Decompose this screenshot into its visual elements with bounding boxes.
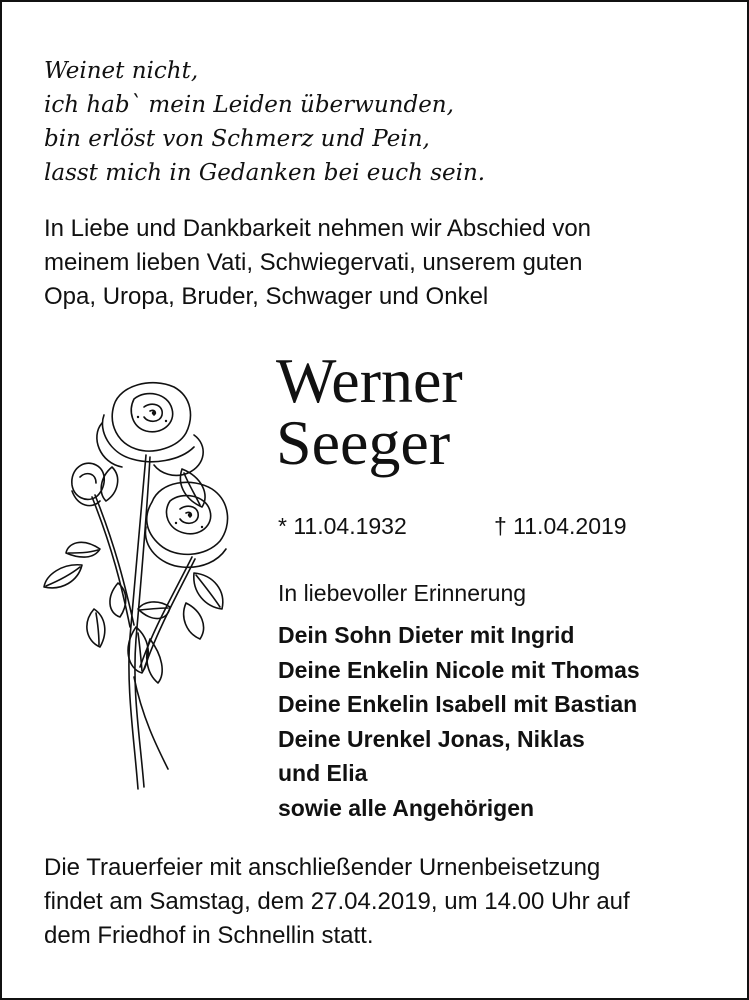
last-name: Seeger — [276, 407, 451, 478]
mourner-line: Deine Enkelin Nicole mit Thomas — [278, 656, 640, 683]
poem-line: lasst mich in Gedanken bei euch sein. — [44, 160, 486, 186]
poem-line: ich hab` mein Leiden überwunden, — [44, 92, 454, 118]
poem-line: Weinet nicht, — [44, 58, 199, 84]
intro-line: In Liebe und Dankbarkeit nehmen wir Abschied von — [44, 215, 592, 242]
funeral-line: findet am Samstag, dem 27.04.2019, um 14.00 Uhr auf — [44, 888, 630, 915]
first-name: Werner — [276, 345, 463, 416]
death-date: † 11.04.2019 — [494, 513, 627, 539]
mourner-line: Dein Sohn Dieter mit Ingrid — [278, 622, 575, 648]
mourner-line: Deine Enkelin Isabell mit Bastian — [278, 691, 638, 717]
funeral-line: dem Friedhof in Schnellin statt. — [44, 922, 374, 949]
birth-date: * 11.04.1932 — [278, 513, 407, 539]
funeral-line: Die Trauerfeier mit anschließender Urnenbeisetzung — [44, 854, 601, 881]
mourners-list — [278, 618, 640, 825]
intro-line: meinem lieben Vati, Schwiegervati, unserem guten — [44, 249, 583, 276]
poem-line: bin erlöst von Schmerz und Pein, — [44, 126, 430, 152]
intro-text — [44, 212, 724, 314]
deceased-name — [276, 345, 463, 478]
memory-line: In liebevoller Erinnerung — [278, 580, 527, 606]
intro-line: Opa, Uropa, Bruder, Schwager und Onkel — [44, 283, 489, 310]
funeral-notice — [44, 851, 630, 953]
mourner-line: sowie alle Angehörigen — [278, 794, 535, 821]
mourner-line: und Elia — [278, 760, 368, 786]
mourner-line: Deine Urenkel Jonas, Niklas — [278, 725, 585, 752]
poem — [44, 54, 485, 190]
rose-icon — [42, 377, 242, 797]
